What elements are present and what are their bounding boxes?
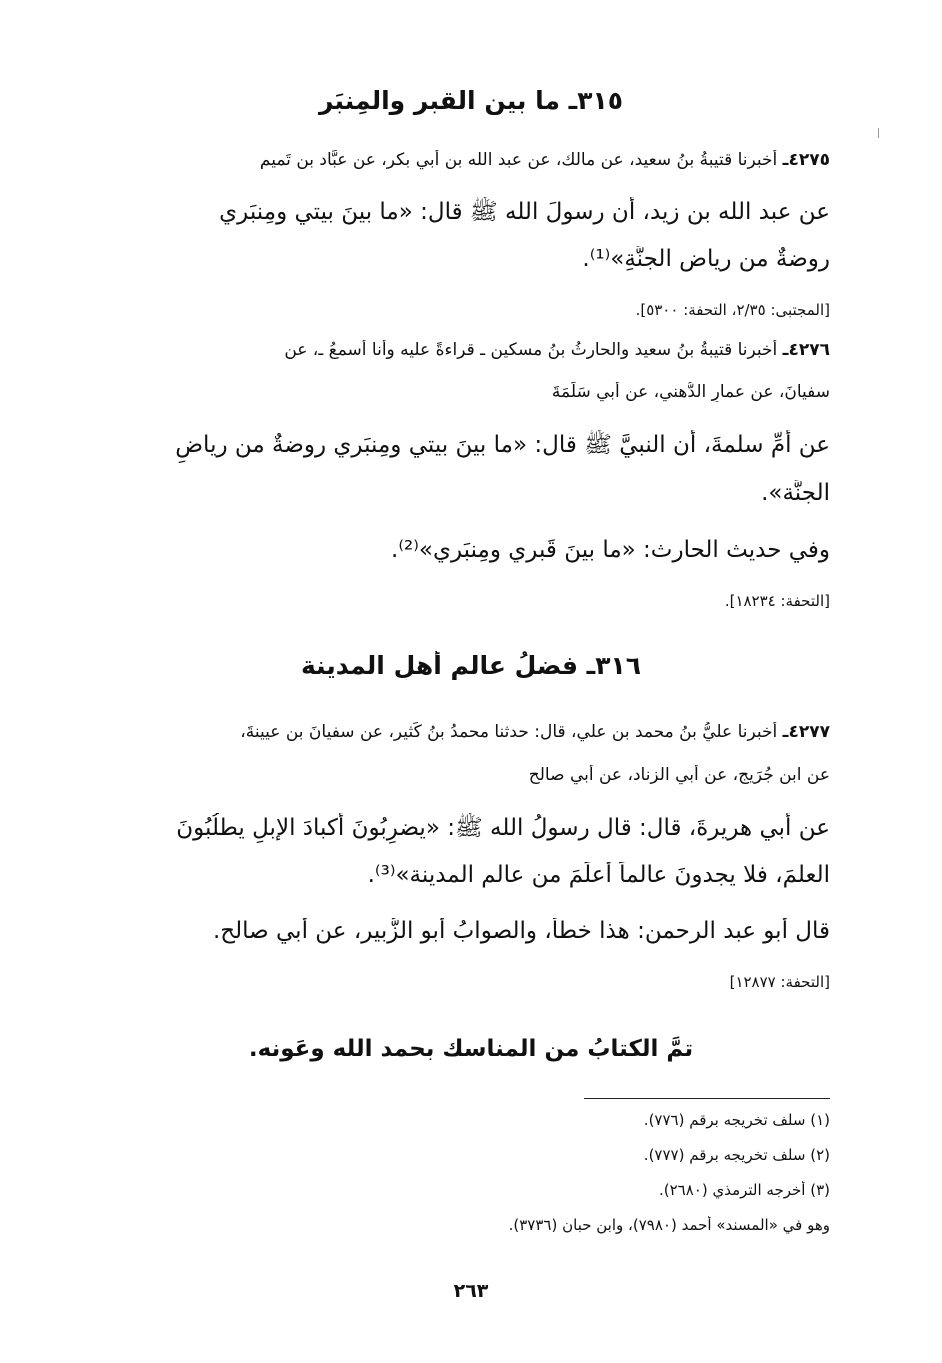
hadith-4275-matn-line-1: عن عبد الله بن زيد، أن رسولَ الله ﷺ قال: «ما بينَ بيتي ومِنبَري xyxy=(219,199,830,225)
hadith-4275-matn-line-2: روضةٌ من رياضِ الجنَّةِ»⁽¹⁾. xyxy=(582,246,830,272)
hadith-4277-matn-line-1: عن أبي هريرةَ، قال: قال رسولُ الله ﷺ: «يضرِبُونَ أكبادَ الإبلِ يطلُبُونَ xyxy=(176,815,830,841)
page-number: ٢٦٣ xyxy=(453,1280,489,1302)
hadith-4276-isnad-line-1: ٤٢٧٦ـ أخبرنا قتيبةُ بنُ سعيد والحارثُ بنُ مسكين ـ قراءةً عليه وأنا أسمعُ ـ، عن xyxy=(284,340,830,360)
footnote-3: (٣) أخرجه الترمذي (٢٦٨٠). xyxy=(658,1181,830,1199)
book-closing-line: تمَّ الكتابُ من المناسك بحمد الله وعَونه. xyxy=(248,1036,694,1062)
hadith-4277-isnad-line-1: ٤٢٧٧ـ أخبرنا عليُّ بنُ محمد بن علي، قال: حدثنا محمدُ بنُ كَثير، عن سفيانَ بن عيينةَ، xyxy=(240,722,830,742)
scan-edge-mark xyxy=(878,128,879,138)
footnote-divider xyxy=(584,1098,830,1099)
footnote-1: (١) سلف تخريجه برقم (٧٧٦). xyxy=(643,1111,830,1129)
footnote-2: (٢) سلف تخريجه برقم (٧٧٧). xyxy=(643,1146,830,1164)
hadith-number-4275: ٤٢٧٥ـ xyxy=(782,150,830,170)
footnote-3-continuation: وهو في «المسند» أحمد (٧٩٨٠)، وابن حبان (٣٧٣٦). xyxy=(508,1216,830,1234)
hadith-4277-comment: قال أبو عبد الرحمن: هذا خطأ، والصوابُ أبو الزُّبير، عن أبي صالح. xyxy=(212,918,830,944)
hadith-4276-matn-line-1: عن أُمِّ سلمةَ، أن النبيَّ ﷺ قال: «ما بينَ بيتي ومِنبَري روضةٌ من رياضِ xyxy=(175,432,830,458)
hadith-4277-reference: [التحفة: ١٢٨٧٧] xyxy=(729,973,830,991)
section-heading-315: ٣١٥ـ ما بين القبرِ والمِنبَرِ xyxy=(318,86,624,115)
hadith-number-4276: ٤٢٧٦ـ xyxy=(782,340,830,360)
hadith-4277-matn-line-2: العلمَ، فلا يجدونَ عالماً أعلَمَ من عالمِ المدينة»⁽³⁾. xyxy=(367,862,830,888)
hadith-4276-isnad-line-2: سفيانَ، عن عمارٍ الدُّهني، عن أبي سَلَمَةَ xyxy=(551,382,830,402)
hadith-4276-matn-line-2: الجنَّة». xyxy=(761,480,830,506)
hadith-4275-reference: [المجتبى: ٢/٣٥، التحفة: ٥٣٠٠]. xyxy=(635,301,830,319)
hadith-4276-variant: وفي حديث الحارث: «ما بينَ قَبري ومِنبَري»⁽²⁾. xyxy=(391,537,830,563)
hadith-4276-reference: [التحفة: ١٨٢٣٤]. xyxy=(724,592,830,610)
hadith-number-4277: ٤٢٧٧ـ xyxy=(782,722,830,742)
section-heading-316: ٣١٦ـ فضلُ عالمِ أهلِ المدينة xyxy=(300,651,642,680)
hadith-4275-isnad: ٤٢٧٥ـ أخبرنا قتيبةُ بنُ سعيد، عن مالك، عن عبد الله بن أبي بكر، عن عبَّاد بن تَميم xyxy=(259,150,830,170)
hadith-4277-isnad-line-2: عن ابن جُرَيج، عن أبي الزناد، عن أبي صالح xyxy=(528,765,830,785)
